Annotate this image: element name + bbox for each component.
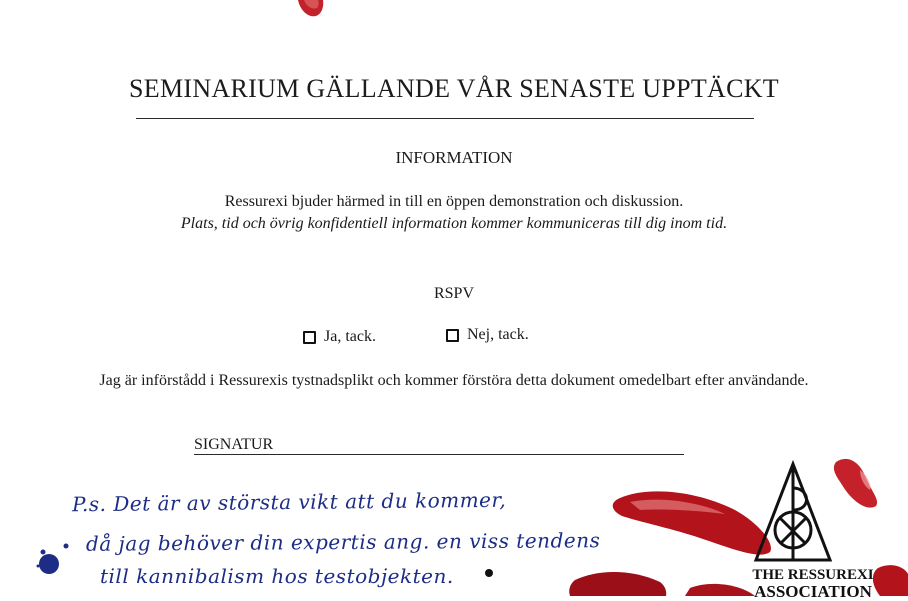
signature-line[interactable] xyxy=(194,454,684,455)
no-checkbox[interactable] xyxy=(446,329,459,342)
document-title: SEMINARIUM GÄLLANDE VÅR SENASTE UPPTÄCKT xyxy=(129,74,779,103)
logo-text-line-2: ASSOCIATION xyxy=(754,582,872,601)
section-heading: INFORMATION xyxy=(395,148,513,167)
rsvp-option-yes[interactable] xyxy=(303,328,376,346)
confidentiality-statement: Jag är införstådd i Ressurexis tystnadsplikt och kommer förstöra detta dokument omedelbart efter användande. xyxy=(99,372,809,389)
postscript-line-3: till kannibalism hos testobjekten. xyxy=(100,564,454,588)
rsvp-label: RSPV xyxy=(433,285,475,302)
rsvp-option-no[interactable] xyxy=(446,326,529,344)
logo-text-line-1: THE RESSUREXI xyxy=(752,567,874,583)
yes-label: Ja, tack. xyxy=(324,328,376,345)
postscript-line-1: P.s. Det är av största vikt att du kommer, xyxy=(71,487,507,517)
signature-label: SIGNATUR xyxy=(194,436,274,453)
ink-blot xyxy=(30,536,80,586)
title-divider xyxy=(136,118,754,119)
yes-checkbox[interactable] xyxy=(303,331,316,344)
blood-splatter-top xyxy=(290,0,330,22)
details-text: Plats, tid och övrig konfidentiell information kommer kommuniceras till dig inom tid. xyxy=(180,215,728,232)
postscript-line-2: då jag behöver din expertis ang. en viss tendens xyxy=(85,528,601,556)
invitation-text: Ressurexi bjuder härmed in till en öppen demonstration och diskussion. xyxy=(224,193,684,210)
association-emblem-icon xyxy=(752,460,834,564)
ink-dot xyxy=(482,566,496,580)
no-label: Nej, tack. xyxy=(467,326,529,343)
